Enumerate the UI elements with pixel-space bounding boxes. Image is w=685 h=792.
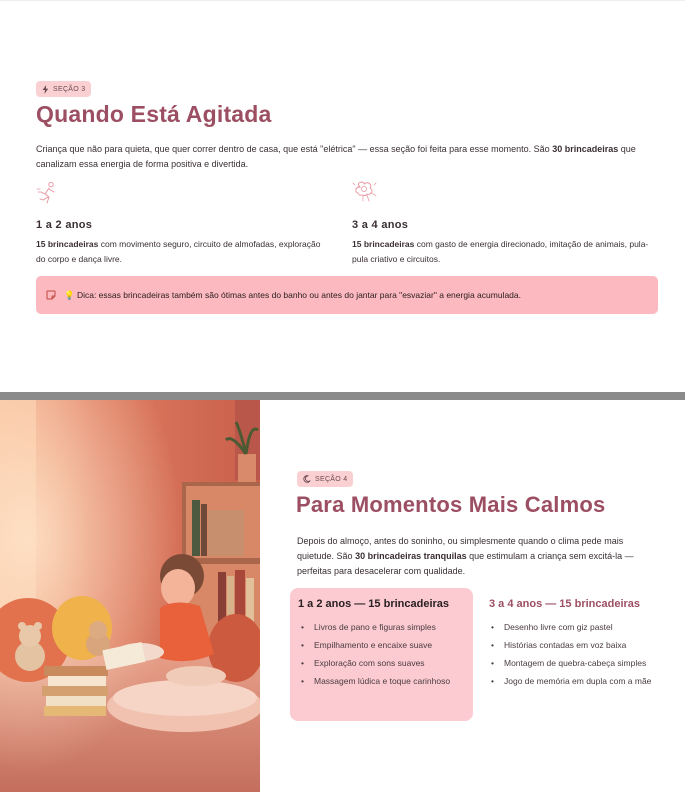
age-group-description: 15 brincadeiras com gasto de energia direcionado, imitação de animais, pula-pula criativo e circuitos. [352, 239, 649, 264]
list-item: • Empilhamento e encaixe suave [298, 638, 468, 653]
section-badge-label: SEÇÃO 3 [53, 85, 86, 93]
brain-burst-icon [352, 181, 378, 205]
lightning-icon [42, 85, 49, 94]
age-group-description: 15 brincadeiras com movimento seguro, circuito de almofadas, exploração do corpo e dança livre. [36, 239, 321, 264]
age-group-title: 1 a 2 anos [36, 219, 93, 231]
activity-list [488, 620, 658, 692]
tip-text: 💡 Dica: essas brincadeiras também são ótimas antes do banho ou antes do jantar para "esvaziar" a energia acumulada. [64, 289, 521, 300]
list-item: • Histórias contadas em voz baixa [488, 638, 658, 653]
column-title: 1 a 2 anos — 15 brincadeiras [298, 598, 450, 610]
moon-icon [303, 475, 311, 483]
slide-section-3 [0, 0, 685, 392]
age-group-title: 3 a 4 anos [352, 219, 409, 231]
activity-list [298, 620, 468, 692]
column-title: 3 a 4 anos — 15 brincadeiras [489, 598, 641, 610]
list-item: • Desenho livre com giz pastel [488, 620, 658, 635]
list-item: • Massagem lúdica e toque carinhoso [298, 674, 468, 689]
note-icon [46, 290, 56, 300]
section-badge [297, 471, 353, 487]
section-badge [36, 81, 91, 97]
section-intro: Depois do almoço, antes do soninho, ou simplesmente quando o clima pede mais quietude. São 30 brincadeiras tranquilas que estimulam a criança sem excitá-la — perfeitas para desacelerar com qualidade. [297, 536, 634, 576]
page-title: Quando Está Agitada [36, 101, 272, 127]
list-item: • Montagem de quebra-cabeça simples [488, 656, 658, 671]
list-item: • Jogo de memória em dupla com a mãe [488, 674, 658, 689]
child-reading-illustration [0, 400, 260, 792]
section-intro: Criança que não para quieta, que quer correr dentro de casa, que está "elétrica" — essa seção foi feita para esse momento. São 30 brincadeiras que canalizam essa energia de forma positiva e divertida. [36, 144, 636, 169]
section-badge-label: SEÇÃO 4 [315, 475, 348, 483]
page-title: Para Momentos Mais Calmos [296, 492, 606, 517]
slide-divider [0, 392, 685, 400]
running-person-icon [36, 181, 58, 205]
list-item: • Livros de pano e figuras simples [298, 620, 468, 635]
list-item: • Exploração com sons suaves [298, 656, 468, 671]
tip-callout [36, 276, 658, 314]
child-reading-photo [0, 400, 260, 792]
slide-section-4 [0, 400, 685, 792]
